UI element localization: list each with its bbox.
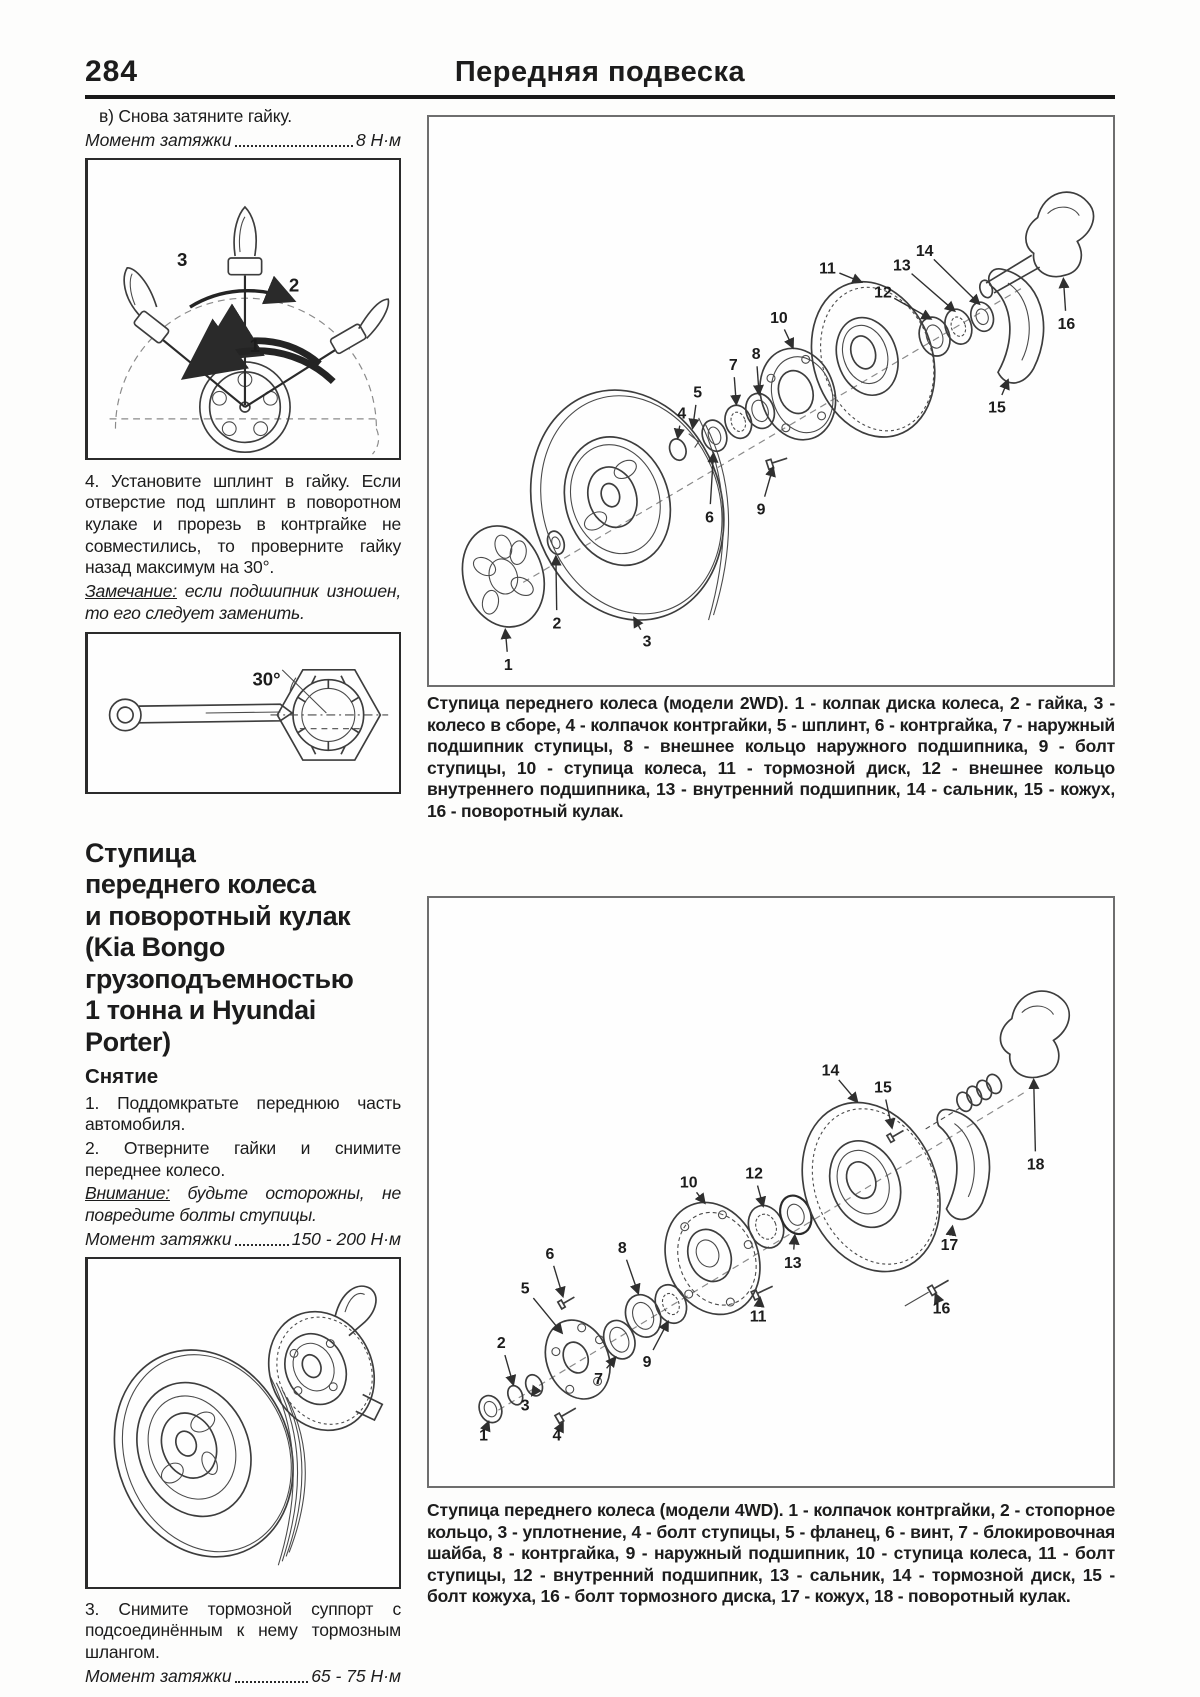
leader-line (758, 1186, 764, 1206)
sub-heading-removal: Снятие (85, 1064, 159, 1088)
caption-4wd: Ступица переднего колеса (модели 4WD). 1 - колпачок контргайки, 2 - стопорное кольцо, 3 - уплотнение, 4 - болт ступицы, 5 - фланец, 6 - винт, 7 - блокировочная шайба, 8 - контргайка, 9 - наружный подшипник, 10 - ступица колеса, 11 - болт ступицы, 12 - внутренний подшипник, 13 - сальник, 14 - тормозной диск, 15 - болт кожуха, 16 - болт тормозного диска, 17 - кожух, 18 - поворотный кулак. (427, 1500, 1115, 1607)
sequence-label-2: 2 (288, 274, 300, 296)
leader-line (734, 377, 736, 404)
torque-value: 8 Н·м (355, 129, 401, 150)
part-number-label: 6 (705, 509, 714, 527)
dotted-leader (235, 1681, 309, 1683)
torque-spec-2 (85, 1229, 401, 1250)
torque-spec-3 (85, 1666, 401, 1687)
leader-line (505, 630, 507, 652)
part-number-label: 16 (1057, 316, 1076, 334)
part-number-label: 3 (520, 1397, 530, 1415)
leader-line (1034, 1080, 1036, 1151)
leader-line (1063, 279, 1065, 311)
part-number-label: 9 (642, 1354, 652, 1372)
step-1-text: 1. Поддомкратьте переднюю часть автомобиля. (85, 1092, 401, 1135)
leader-line (912, 274, 955, 311)
torque-label: Момент затяжки (85, 1228, 232, 1249)
part-number-label: 8 (751, 345, 761, 363)
leader-line (934, 259, 979, 304)
note-label: Замечание: (85, 581, 177, 602)
angle-label: 30° (252, 668, 281, 690)
leader-line (697, 1192, 705, 1203)
leader-line (678, 426, 680, 438)
part-number-label: 9 (756, 501, 766, 519)
dotted-leader (235, 1244, 289, 1246)
part-number-label: 10 (770, 310, 788, 328)
part-number-label: 2 (496, 1335, 506, 1353)
section-heading: Ступица переднего колеса и поворотный кулак (Kia Bongo грузоподъемностью 1 тонна и Hyundai Porter) (85, 837, 354, 1057)
part-number-label: 2 (552, 615, 562, 633)
cotter-pin-drawing (88, 634, 397, 792)
wheel-hub-drawing (88, 1259, 397, 1587)
leader-line (556, 557, 557, 611)
part-number-label: 7 (728, 356, 738, 374)
part-number-label: 10 (679, 1174, 698, 1192)
leader-line (554, 1266, 563, 1296)
leader-line (794, 1236, 795, 1250)
part-number-label: 15 (874, 1079, 892, 1097)
caption-2wd: Ступица переднего колеса (модели 2WD). 1 - колпак диска колеса, 2 - гайка, 3 - колесо в сборе, 4 - колпачок контргайки, 5 - шплинт, 6 - контргайка, 7 - наружный подшипник ступицы, 8 - внешнее кольцо наружного подшипника, 9 - болт ступицы, 10 - ступица колеса, 11 - тормозной диск, 12 - внешнее кольцо внутреннего подшипника, 13 - внутренний подшипник, 14 - сальник, 15 - кожух, 16 - поворотный кулак. (427, 693, 1115, 821)
torque-value: 150 - 200 Н·м (291, 1228, 401, 1249)
warning-label: Внимание: (85, 1183, 170, 1204)
part-number-label: 6 (545, 1246, 555, 1264)
part-number-label: 12 (745, 1165, 763, 1183)
step-3-text: 3. Снимите тормозной суппорт с подсоединённым к нему тормозным шлангом. (85, 1598, 401, 1663)
part-number-label: 8 (617, 1240, 627, 1258)
leader-line (894, 298, 930, 318)
diagram-hub-4wd (427, 896, 1115, 1488)
step-2-text: 2. Отверните гайки и снимите переднее колесо. (85, 1137, 401, 1180)
part-number-label: 1 (479, 1427, 488, 1445)
dotted-leader (235, 145, 353, 147)
part-number-label: 17 (940, 1237, 959, 1255)
part-number-label: 3 (642, 633, 652, 651)
diagram-hub-2wd (427, 115, 1115, 687)
leader-line (607, 1358, 616, 1369)
torque-label: Момент затяжки (85, 1665, 232, 1686)
hub-4wd-exploded-drawing (429, 898, 1113, 1486)
part-number-label: 11 (819, 260, 836, 278)
leader-line (757, 366, 759, 394)
part-number-label: 4 (552, 1427, 562, 1445)
leader-line (936, 1294, 937, 1296)
part-number-label: 5 (693, 384, 703, 402)
right-column (427, 115, 1115, 1608)
sequence-label-1: 1 (249, 334, 260, 356)
part-number-label: 16 (932, 1300, 951, 1318)
leader-line (627, 1260, 639, 1293)
part-number-label: 12 (874, 284, 892, 302)
torque-value: 65 - 75 Н·м (311, 1665, 401, 1686)
part-number-label: 1 (503, 657, 513, 675)
part-number-label: 15 (988, 399, 1006, 417)
part-number-label: 14 (915, 242, 934, 260)
part-number-label: 5 (520, 1280, 530, 1298)
note-text: Замечание: если подшипник изношен, то его следует заменить. (85, 581, 401, 623)
tightening-sequence-drawing (88, 160, 397, 458)
part-number-label: 14 (821, 1062, 840, 1080)
figure-cotter-pin-nut (85, 632, 401, 794)
sequence-label-3: 3 (176, 248, 188, 270)
leader-line (760, 1298, 761, 1303)
torque-spec-1 (85, 130, 401, 151)
leader-line (839, 273, 861, 282)
figure-wheel-and-hub (85, 1257, 401, 1589)
part-number-label: 11 (749, 1308, 767, 1326)
leader-line (784, 329, 792, 347)
step-4-text: 4. Установите шплинт в гайку. Если отверстие под шплинт в поворотном кулаке и прорезь в контргайке не совместились, то проверните гайку назад максимум на 30°. (85, 470, 401, 578)
torque-label: Момент затяжки (85, 129, 232, 150)
step-v-text: в) Снова затяните гайку. (99, 106, 292, 126)
leader-line (839, 1080, 857, 1102)
leader-line (693, 405, 696, 428)
leader-line (1002, 380, 1008, 395)
warning-text: Внимание: будьте осторожны, не повредите болты ступицы. (85, 1183, 401, 1225)
part-number-label: 7 (594, 1370, 603, 1388)
left-column (85, 106, 401, 1691)
leader-line (765, 467, 773, 496)
figure-tightening-sequence (85, 158, 401, 460)
part-number-label: 4 (677, 405, 687, 423)
page-title: Передняя подвеска (454, 56, 746, 88)
part-number-label: 18 (1026, 1156, 1045, 1174)
page-number: 284 (85, 55, 139, 88)
leader-line (505, 1355, 513, 1384)
part-number-label: 13 (783, 1254, 802, 1272)
hub-2wd-exploded-drawing (429, 117, 1113, 685)
header-rule (85, 95, 1115, 99)
leader-line (952, 1227, 953, 1232)
part-number-label: 13 (893, 257, 911, 275)
